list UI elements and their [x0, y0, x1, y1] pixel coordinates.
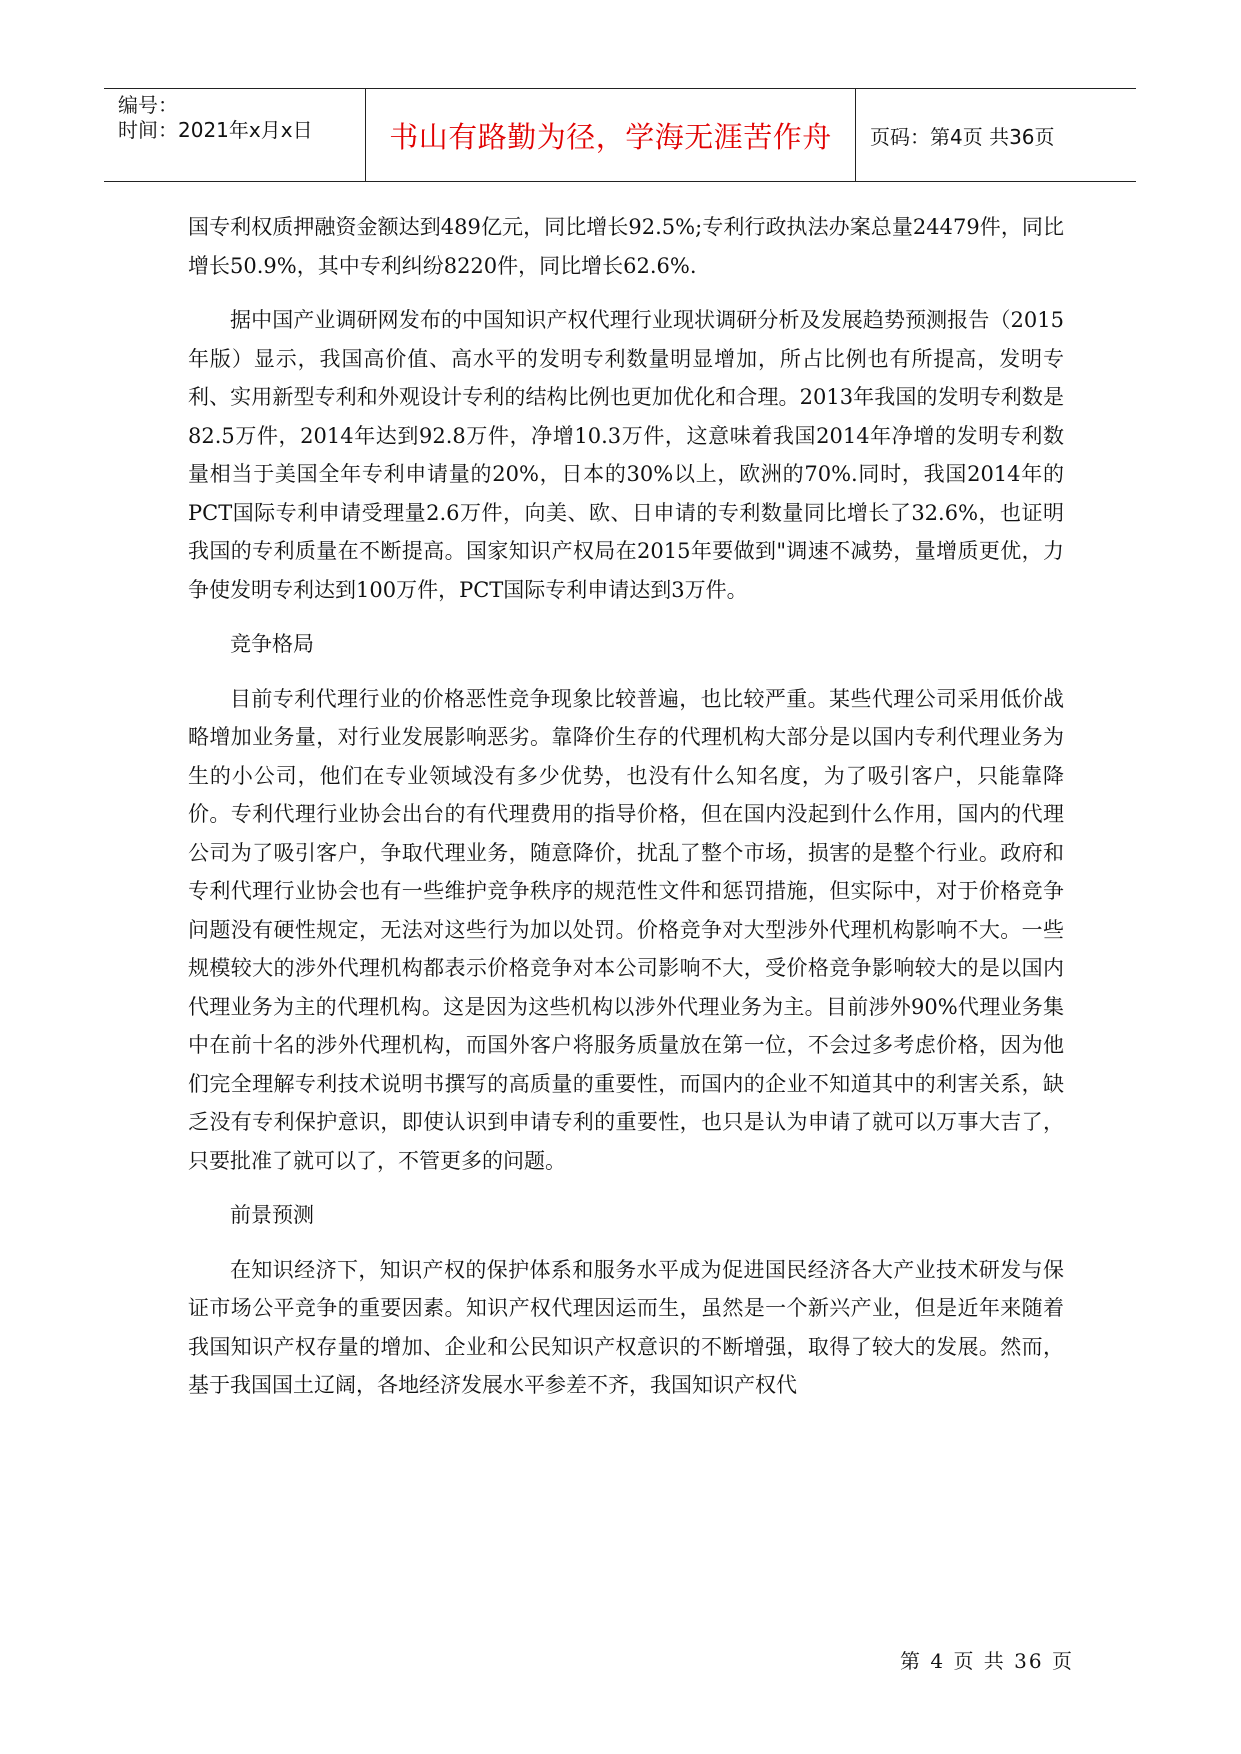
- header-motto-cell: [366, 89, 856, 181]
- document-body: [188, 208, 1064, 1421]
- paragraph-report: 据中国产业调研网发布的中国知识产权代理行业现状调研分析及发展趋势预测报告（2015年版）显示，我国高价值、高水平的发明专利数量明显增加，所占比例也有所提高，发明专利、实用新型专利和外观设计专利的结构比例也更加优化和合理。2013年我国的发明专利数是82.5万件，2014年达到92.8万件，净增10.3万件，这意味着我国2014年净增的发明专利数量相当于美国全年专利申请量的20%，日本的30%以上，欧洲的70%.同时，我国2014年的PCT国际专利申请受理量2.6万件，向美、欧、日申请的专利数量同比增长了32.6%，也证明我国的专利质量在不断提高。国家知识产权局在2015年要做到"调速不减势，量增质更优，力争使发明专利达到100万件，PCT国际专利申请达到3万件。: [188, 308, 1064, 602]
- paragraph-competition: 目前专利代理行业的价格恶性竞争现象比较普遍，也比较严重。某些代理公司采用低价战略增加业务量，对行业发展影响恶劣。靠降价生存的代理机构大部分是以国内专利代理业务为生的小公司，他们在专业领域没有多少优势，也没有什么知名度，为了吸引客户，只能靠降价。专利代理行业协会出台的有代理费用的指导价格，但在国内没起到什么作用，国内的代理公司为了吸引客户，争取代理业务，随意降价，扰乱了整个市场，损害的是整个行业。政府和专利代理行业协会也有一些维护竞争秩序的规范性文件和惩罚措施，但实际中，对于价格竞争问题没有硬性规定，无法对这些行为加以处罚。价格竞争对大型涉外代理机构影响不大。一些规模较大的涉外代理机构都表示价格竞争对本公司影响不大，受价格竞争影响较大的是以国内代理业务为主的代理机构。这是因为这些机构以涉外代理业务为主。目前涉外90%代理业务集中在前十名的涉外代理机构，而国外客户将服务质量放在第一位，不会过多考虑价格，因为他们完全理解专利技术说明书撰写的高质量的重要性，而国内的企业不知道其中的利害关系，缺乏没有专利保护意识，即使认识到申请专利的重要性，也只是认为申请了就可以万事大吉了，只要批准了就可以了，不管更多的问题。: [188, 686, 1064, 1173]
- document-header: [104, 88, 1136, 182]
- paragraph-outlook: 在知识经济下，知识产权的保护体系和服务水平成为促进国民经济各大产业技术研发与保证市场公平竞争的重要因素。知识产权代理因运而生，虽然是一个新兴产业，但是近年来随着我国知识产权存量的增加、企业和公民知识产权意识的不断增强，取得了较大的发展。然而，基于我国国土辽阔，各地经济发展水平参差不齐，我国知识产权代: [188, 1257, 1064, 1397]
- time-label: 时间：2021年x月x日: [118, 118, 313, 142]
- section-heading-outlook: 前景预测: [230, 1203, 314, 1227]
- page-info: 页码：第4页 共36页: [870, 124, 1055, 149]
- header-meta: [104, 89, 366, 181]
- paragraph-continued: 国专利权质押融资金额达到489亿元，同比增长92.5%;专利行政执法办案总量24479件，同比增长50.9%，其中专利纠纷8220件，同比增长62.6%.: [188, 215, 1064, 278]
- number-label: 编号：: [118, 93, 178, 117]
- motto-text: 书山有路勤为径，学海无涯苦作舟: [389, 119, 832, 154]
- section-heading-competition: 竞争格局: [230, 632, 314, 656]
- page-footer: 第 4 页 共 36 页: [900, 1649, 1074, 1673]
- header-page-cell: [856, 89, 1136, 181]
